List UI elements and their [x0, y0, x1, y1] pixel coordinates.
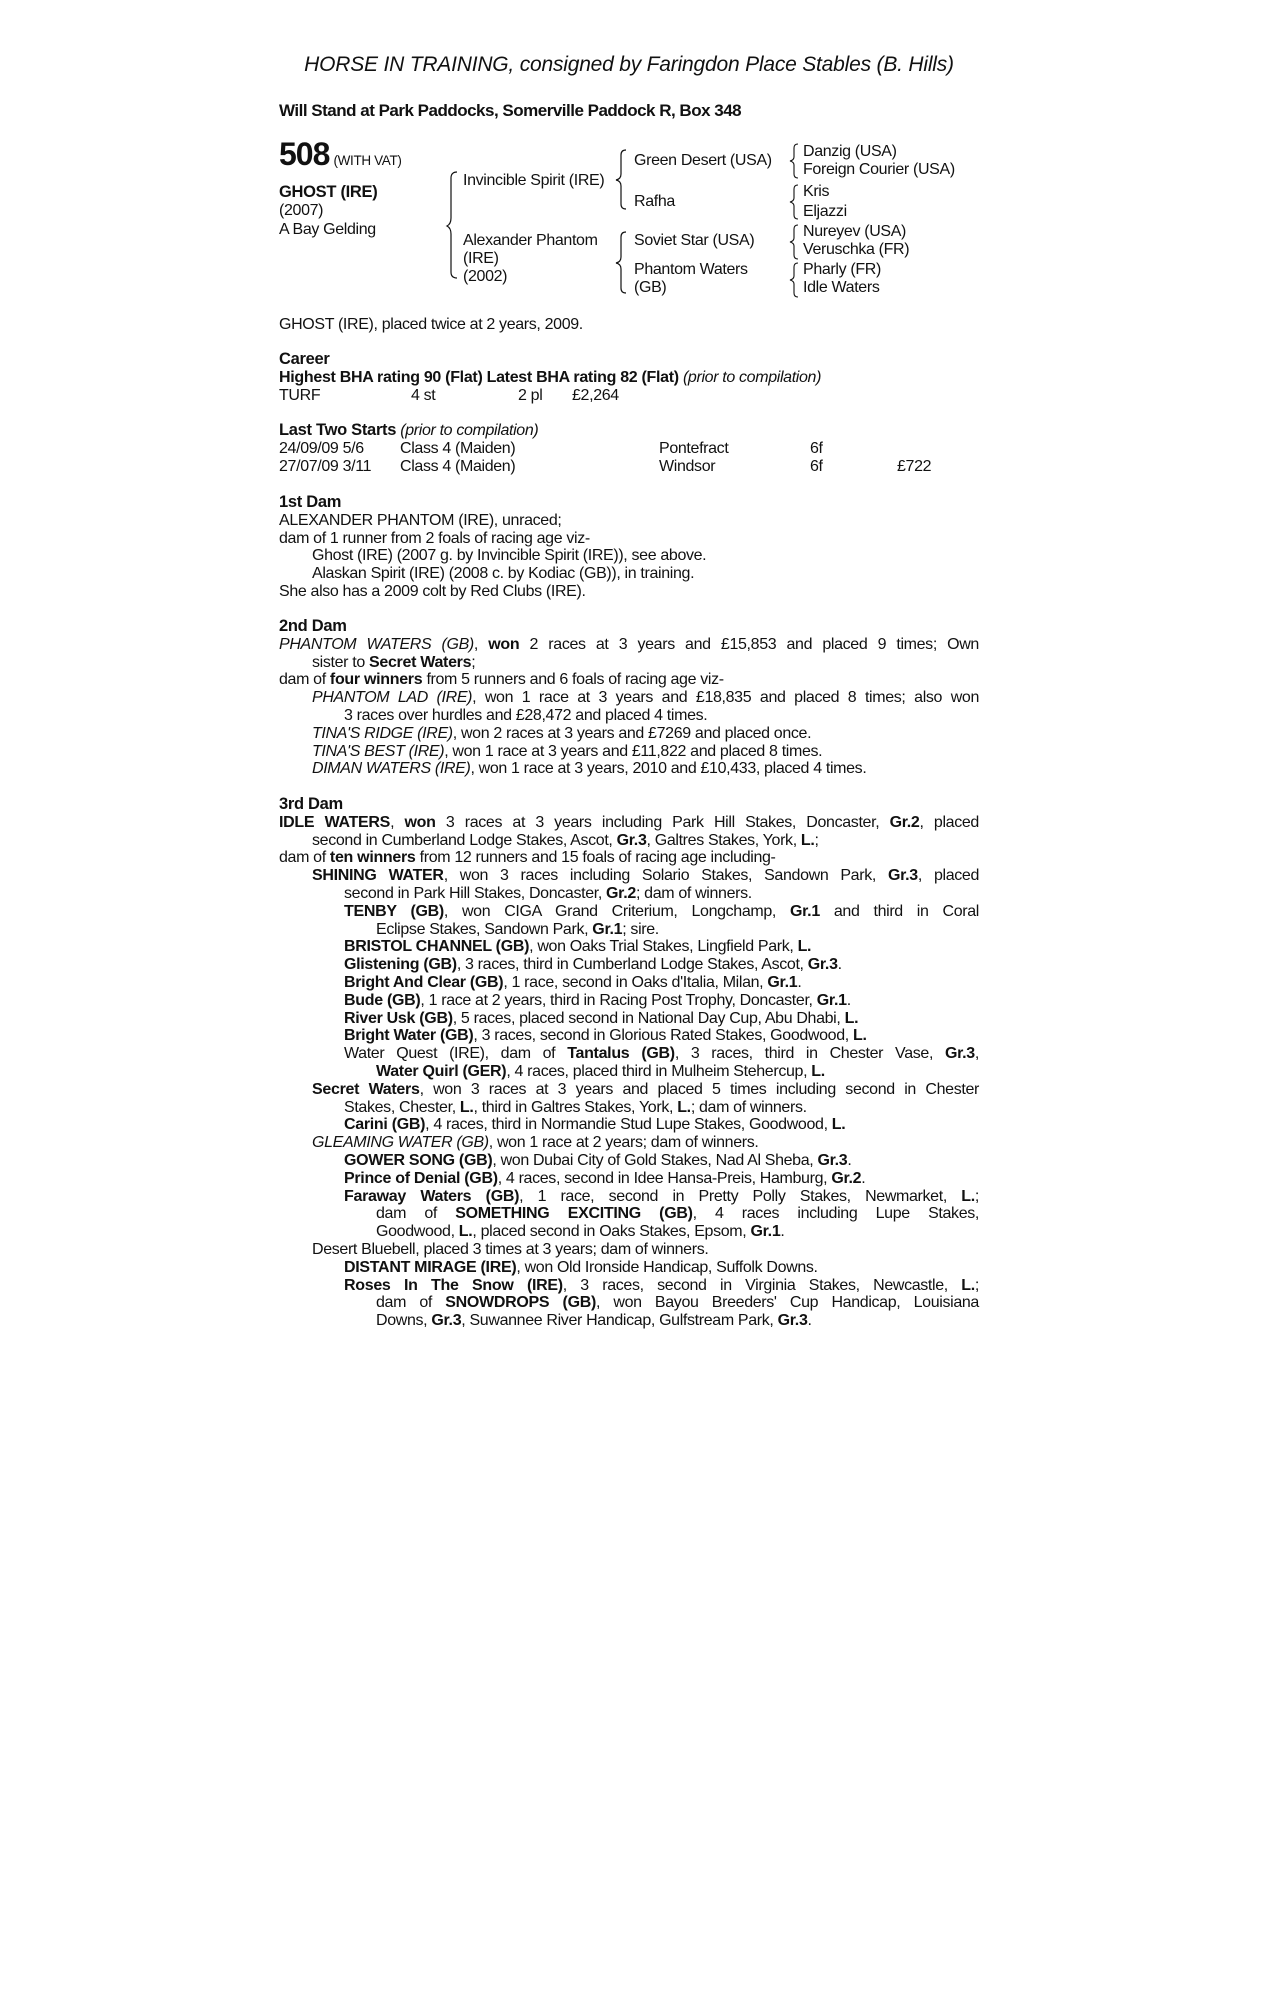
text-run: , placed: [917, 867, 979, 885]
bold-text: SOMETHING EXCITING (GB): [455, 1205, 693, 1223]
text-run: ;: [974, 1276, 979, 1294]
third-dam-section: [279, 796, 979, 1330]
horse-name-italic: TINA'S BEST (IRE): [312, 742, 445, 760]
third-dam-line: [279, 832, 979, 850]
text-run: , won Dubai City of Gold Stakes, Nad Al Sheba,: [492, 1151, 818, 1169]
third-dam-line: [279, 1099, 979, 1117]
stand-location: Will Stand at Park Paddocks, Somerville Paddock R, Box 348: [279, 101, 742, 120]
bold-text: L.: [459, 1098, 474, 1116]
text-run: , won 1 race at 3 years and £11,822 and placed 8 times.: [444, 742, 823, 760]
text-run: dam of: [376, 1294, 446, 1312]
text-run: .: [797, 973, 802, 991]
third-dam-line: [279, 1045, 979, 1063]
bold-text: Gr.3: [817, 1151, 848, 1169]
bold-text: SHINING WATER: [312, 867, 444, 885]
third-dam-line: [279, 1010, 979, 1028]
start-course: Windsor: [659, 457, 716, 475]
first-dam-produce: Ghost (IRE) (2007 g. by Invincible Spirit (IRE)), see above.: [312, 547, 707, 565]
third-dam-heading: 3rd Dam: [279, 795, 343, 813]
third-dam-line: [279, 1170, 979, 1188]
third-dam-line: [279, 814, 979, 832]
bold-text: Gr.2: [606, 884, 636, 902]
third-dam-line: [279, 1294, 979, 1312]
second-dam-line: [279, 743, 979, 761]
text-run: , 4 races, second in Idee Hansa-Preis, Hamburg,: [497, 1169, 832, 1187]
third-dam-line: [279, 1027, 979, 1045]
second-dam-line: [279, 689, 979, 707]
text-run: , 1 race, second in Oaks d'Italia, Milan,: [503, 973, 768, 991]
first-dam-line: ALEXANDER PHANTOM (IRE), unraced;: [279, 511, 562, 529]
horse-name-italic: PHANTOM WATERS (GB): [279, 635, 474, 653]
page-header: HORSE IN TRAINING, consigned by Faringdon Place Stables (B. Hills): [304, 53, 954, 76]
horse-name-italic: DIMAN WATERS (IRE): [312, 760, 471, 778]
text-run: Goodwood,: [376, 1223, 459, 1241]
bold-text: Tantalus (GB): [567, 1045, 675, 1063]
horse-name: GHOST (IRE): [279, 183, 378, 201]
text-run: Eclipse Stakes, Sandown Park,: [376, 920, 593, 938]
text-run: , Suwannee River Handicap, Gulfstream Park,: [461, 1312, 778, 1330]
pedigree-brace-ds: [789, 224, 801, 260]
third-dam-line: [279, 1205, 979, 1223]
text-run: .: [861, 1169, 866, 1187]
horse-name-italic: GLEAMING WATER (GB): [312, 1134, 489, 1152]
bold-text: L.: [677, 1098, 691, 1116]
bold-text: Prince of Denial (GB): [344, 1169, 498, 1187]
second-dam-line: 3 races over hurdles and £28,472 and placed 4 times.: [344, 706, 708, 724]
bold-text: BRISTOL CHANNEL (GB): [344, 938, 530, 956]
third-dam-line: [279, 1063, 979, 1081]
text-run: from 5 runners and 6 foals of racing age viz-: [422, 671, 724, 689]
text-run: Water Quest (IRE), dam of: [344, 1045, 568, 1063]
text-run: , 4 races, third in Normandie Stud Lupe Stakes, Goodwood,: [425, 1116, 832, 1134]
start-class: Class 4 (Maiden): [400, 439, 516, 457]
start-distance: 6f: [810, 439, 823, 457]
text-run: sister to: [312, 653, 369, 671]
text-run: dam of: [376, 1205, 456, 1223]
career-surface: TURF: [279, 386, 321, 404]
third-dam-line: [279, 1116, 979, 1134]
career-record: [279, 387, 979, 405]
pedigree-sire: Invincible Spirit (IRE): [463, 172, 605, 189]
bold-text: Glistening (GB): [344, 956, 457, 974]
first-dam-heading: 1st Dam: [279, 493, 342, 511]
start-class: Class 4 (Maiden): [400, 457, 516, 475]
bold-text: L.: [852, 1027, 867, 1045]
text-run: , won 3 races at 3 years and placed 5 times including second in Chester: [419, 1080, 979, 1098]
third-dam-line: [279, 1312, 979, 1330]
lot-heading: [279, 136, 402, 172]
bold-text: Roses In The Snow (IRE): [344, 1276, 563, 1294]
first-dam-produce: Alaskan Spirit (IRE) (2008 c. by Kodiac (GB)), in training.: [312, 565, 695, 583]
horse-name-italic: TINA'S RIDGE (IRE): [312, 724, 453, 742]
text-run: , 4 races including Lupe Stakes,: [692, 1205, 979, 1223]
text-run: dam of: [279, 849, 330, 867]
bold-text: River Usk (GB): [344, 1009, 453, 1027]
bold-text: L.: [961, 1187, 975, 1205]
bold-text: IDLE WATERS: [279, 813, 391, 831]
text-run: , 1 race at 2 years, third in Racing Post Trophy, Doncaster,: [420, 991, 817, 1009]
pedigree-dam-dam-line2: (GB): [634, 279, 667, 296]
text-run: ,: [390, 813, 405, 831]
career-section: [279, 351, 979, 405]
pedigree-dam-line1: Alexander Phantom: [463, 232, 598, 249]
text-run: , third in Galtres Stakes, York,: [473, 1098, 678, 1116]
text-run: Desert Bluebell, placed 3 times at 3 years; dam of winners.: [312, 1240, 709, 1258]
text-run: Downs,: [376, 1312, 432, 1330]
horse-name-italic: PHANTOM LAD (IRE): [312, 689, 473, 707]
text-run: ;: [814, 831, 819, 849]
pedigree-brace-ss: [789, 143, 801, 179]
third-dam-line: [279, 1081, 979, 1099]
text-run: ; sire.: [622, 920, 659, 938]
third-dam-line: [279, 1277, 979, 1295]
text-run: , won 2 races at 3 years and £7269 and placed once.: [452, 724, 812, 742]
text-run: , won Oaks Trial Stakes, Lingfield Park,: [529, 938, 798, 956]
last-two-heading: Last Two Starts: [279, 421, 397, 439]
bha-rating: Highest BHA rating 90 (Flat) Latest BHA rating 82 (Flat): [279, 368, 679, 386]
third-dam-line: [279, 1223, 979, 1241]
third-dam-line: [279, 849, 979, 867]
text-run: .: [807, 1312, 812, 1330]
bold-text: Bright Water (GB): [344, 1027, 474, 1045]
pedigree-dsd: Veruschka (FR): [803, 241, 910, 258]
second-dam-section: [279, 618, 979, 778]
start-date-position: 27/07/09 3/11: [279, 457, 372, 475]
bold-text: L.: [844, 1009, 859, 1027]
career-starts: 4 st: [411, 386, 436, 404]
text-run: , won Old Ironside Handicap, Suffolk Downs.: [516, 1258, 818, 1276]
bold-text: Gr.3: [616, 831, 647, 849]
pedigree-sdd: Eljazzi: [803, 203, 847, 220]
bold-text: Secret Waters: [368, 653, 472, 671]
first-dam-line: dam of 1 runner from 2 foals of racing age viz-: [279, 529, 590, 547]
pedigree-brace-sire: [616, 148, 630, 212]
bold-text: four winners: [329, 671, 423, 689]
racing-summary: GHOST (IRE), placed twice at 2 years, 2009.: [279, 316, 583, 333]
rating-note: (prior to compilation): [682, 368, 822, 386]
start-row: [279, 458, 979, 476]
bold-text: TENBY (GB): [344, 902, 444, 920]
pedigree-brace-dd: [789, 262, 801, 298]
bold-text: Gr.2: [831, 1169, 862, 1187]
start-date-position: 24/09/09 5/6: [279, 439, 364, 457]
text-run: , 3 races, second in Virginia Stakes, Newcastle,: [562, 1276, 962, 1294]
text-run: 2 races at 3 years and £15,853 and placed 9 times; Own: [519, 635, 979, 653]
text-run: ; dam of winners.: [635, 884, 752, 902]
second-dam-line: [279, 654, 979, 672]
second-dam-line: [279, 725, 979, 743]
first-dam-line: She also has a 2009 colt by Red Clubs (IRE).: [279, 582, 586, 600]
bold-text: L.: [811, 1062, 825, 1080]
bold-text: ten winners: [329, 849, 416, 867]
pedigree-sire-dam: Rafha: [634, 193, 675, 210]
text-run: .: [837, 956, 842, 974]
pedigree-dss: Nureyev (USA): [803, 223, 907, 240]
third-dam-line: [279, 885, 979, 903]
bold-text: DISTANT MIRAGE (IRE): [344, 1258, 517, 1276]
pedigree-brace-dam: [616, 230, 630, 296]
third-dam-line: [279, 1152, 979, 1170]
last-two-starts-section: [279, 422, 979, 476]
bold-text: SNOWDROPS (GB): [445, 1294, 596, 1312]
text-run: dam of: [279, 671, 330, 689]
second-dam-line: [279, 636, 979, 654]
text-run: , 4 races, placed third in Mulheim Stehercup,: [506, 1062, 812, 1080]
career-earnings: £2,264: [572, 386, 619, 404]
pedigree-dam-sire: Soviet Star (USA): [634, 232, 755, 249]
third-dam-line: [279, 867, 979, 885]
text-run: , won CIGA Grand Criterium, Longchamp,: [443, 902, 790, 920]
text-run: ,: [473, 635, 489, 653]
bold-text: Bright And Clear (GB): [344, 973, 504, 991]
third-dam-line: [279, 992, 979, 1010]
pedigree-sss: Danzig (USA): [803, 143, 897, 160]
bold-text: Gr.3: [777, 1312, 808, 1330]
bold-text: Gr.3: [807, 956, 838, 974]
lot-number: 508: [279, 136, 330, 172]
text-run: Stakes, Chester,: [344, 1098, 460, 1116]
text-run: , placed: [919, 813, 979, 831]
text-run: , won 3 races including Solario Stakes, Sandown Park,: [443, 867, 888, 885]
third-dam-line: [279, 1259, 979, 1277]
pedigree-dam-line2: (IRE): [463, 250, 499, 267]
third-dam-line: [279, 921, 979, 939]
text-run: ;: [974, 1187, 979, 1205]
last-two-note: (prior to compilation): [400, 422, 539, 439]
second-dam-heading: 2nd Dam: [279, 617, 347, 635]
bold-text: Bude (GB): [344, 991, 421, 1009]
bold-text: L.: [797, 938, 812, 956]
bold-text: Gr.1: [592, 920, 623, 938]
third-dam-line: [279, 974, 979, 992]
pedigree-ssd: Foreign Courier (USA): [803, 161, 955, 178]
bold-text: Gr.3: [431, 1312, 462, 1330]
text-run: and third in Coral: [819, 902, 979, 920]
text-run: , won 1 race at 2 years; dam of winners.: [488, 1134, 759, 1152]
text-run: , won 1 race at 3 years, 2010 and £10,433, placed 4 times.: [470, 760, 867, 778]
text-run: .: [780, 1223, 785, 1241]
text-run: , won 1 race at 3 years and £18,835 and placed 8 times; also won: [472, 689, 980, 707]
bold-text: L.: [961, 1276, 975, 1294]
start-course: Pontefract: [659, 439, 729, 457]
third-dam-line: [279, 956, 979, 974]
text-run: second in Cumberland Lodge Stakes, Ascot,: [312, 831, 617, 849]
text-run: 3 races at 3 years including Park Hill Stakes, Doncaster,: [435, 813, 890, 831]
start-prize: £722: [897, 457, 932, 475]
bold-text: L.: [800, 831, 815, 849]
start-row: [279, 440, 979, 458]
horse-description: A Bay Gelding: [279, 221, 376, 238]
text-run: from 12 runners and 15 foals of racing age including-: [415, 849, 776, 867]
pedigree-ddd: Idle Waters: [803, 279, 880, 296]
second-dam-line: [279, 760, 979, 778]
career-heading: Career: [279, 350, 330, 368]
bold-text: Gr.1: [789, 902, 820, 920]
first-dam-section: [279, 494, 979, 601]
third-dam-line: [279, 1241, 979, 1259]
text-run: , 3 races, third in Cumberland Lodge Stakes, Ascot,: [456, 956, 808, 974]
bold-text: L.: [458, 1223, 473, 1241]
third-dam-line: [279, 1188, 979, 1206]
bold-text: Gr.2: [889, 813, 920, 831]
pedigree-brace-sd: [789, 184, 801, 220]
text-run: .: [846, 991, 851, 1009]
third-dam-line: [279, 1134, 979, 1152]
bold-text: won: [404, 813, 436, 831]
bold-text: Water Quirl (GER): [376, 1062, 507, 1080]
bold-text: Gr.1: [767, 973, 798, 991]
text-run: ,: [974, 1045, 979, 1063]
text-run: .: [847, 1151, 852, 1169]
pedigree-dds: Pharly (FR): [803, 261, 881, 278]
start-distance: 6f: [810, 457, 823, 475]
bold-text: GOWER SONG (GB): [344, 1151, 493, 1169]
text-run: ; dam of winners.: [690, 1098, 807, 1116]
text-run: ;: [471, 653, 476, 671]
pedigree-sire-sire: Green Desert (USA): [634, 152, 772, 169]
horse-foaled-year: (2007): [279, 202, 324, 219]
text-run: , 5 races, placed second in National Day Cup, Abu Dhabi,: [452, 1009, 845, 1027]
text-run: , Galtres Stakes, York,: [646, 831, 801, 849]
career-placed: 2 pl: [518, 386, 543, 404]
bold-text: L.: [831, 1116, 846, 1134]
bold-text: Faraway Waters (GB): [344, 1187, 520, 1205]
text-run: , 3 races, third in Chester Vase,: [674, 1045, 945, 1063]
text-run: , won Bayou Breeders' Cup Handicap, Louisiana: [596, 1294, 979, 1312]
bold-text: Gr.1: [750, 1223, 781, 1241]
pedigree-dam-line3: (2002): [463, 268, 508, 285]
bold-text: Gr.1: [816, 991, 847, 1009]
pedigree-dam-dam-line1: Phantom Waters: [634, 261, 748, 278]
vat-note: (WITH VAT): [333, 153, 402, 168]
text-run: second in Park Hill Stakes, Doncaster,: [344, 884, 607, 902]
text-run: , placed second in Oaks Stakes, Epsom,: [472, 1223, 751, 1241]
bold-text: Gr.3: [887, 867, 918, 885]
pedigree-sds: Kris: [803, 183, 830, 200]
bold-text: Carini (GB): [344, 1116, 426, 1134]
pedigree-brace-main: [447, 170, 461, 280]
bold-text: Secret Waters: [312, 1080, 420, 1098]
third-dam-line: [279, 903, 979, 921]
second-dam-line: [279, 671, 979, 689]
text-run: , 1 race, second in Pretty Polly Stakes, Newmarket,: [519, 1187, 962, 1205]
text-run: , 3 races, second in Glorious Rated Stakes, Goodwood,: [473, 1027, 853, 1045]
third-dam-line: [279, 938, 979, 956]
bold-text: Gr.3: [944, 1045, 975, 1063]
bold-text: won: [488, 635, 520, 653]
